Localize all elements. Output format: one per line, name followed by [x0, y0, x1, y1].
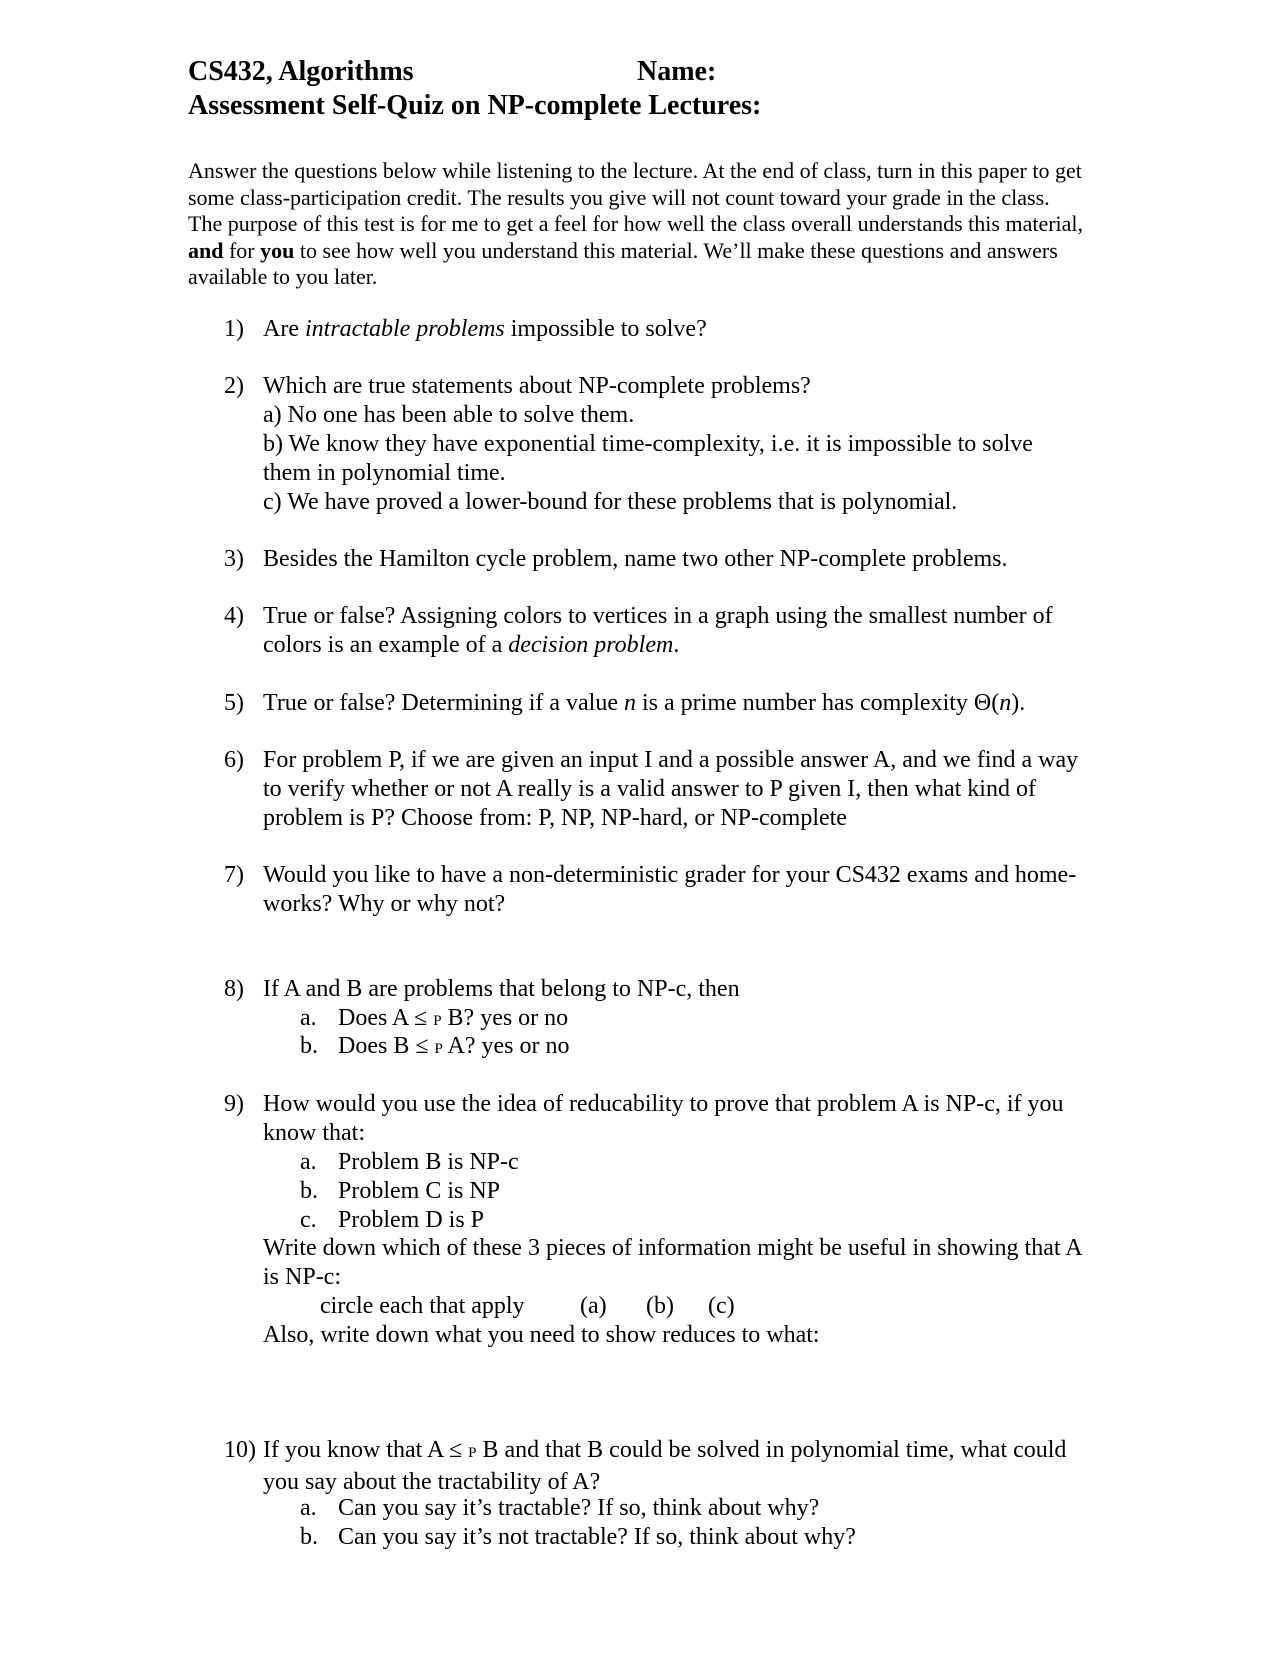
q4-pre: True or false? Assigning colors to vertices in a graph using the smallest number of colors is an example of a — [263, 603, 1053, 658]
circle-option-b[interactable]: (b) — [646, 1293, 674, 1319]
intro-you: you — [260, 237, 295, 263]
also-instruction: Also, write down what you need to show reduces to what: — [263, 1322, 820, 1348]
question-text: How would you use the idea of reducability to prove that problem A is NP-c, if you know that: — [263, 1091, 1064, 1146]
sub-item-a: Problem B is NP-c — [338, 1149, 519, 1175]
sub-label-c: c. — [300, 1207, 317, 1233]
sub-label-b: b. — [300, 1033, 318, 1059]
q8a-post: B? yes or no — [447, 1005, 569, 1031]
q1-pre: Are — [263, 316, 299, 342]
question-number: 9) — [224, 1091, 244, 1117]
q4-emphasis: decision problem — [508, 632, 674, 658]
q5-var2: n — [999, 690, 1012, 716]
q8b-sub: P — [434, 1041, 443, 1057]
question-text: Besides the Hamilton cycle problem, name two other NP-complete problems. — [263, 546, 1008, 572]
question-number: 4) — [224, 603, 244, 629]
question-number: 5) — [224, 690, 244, 716]
quiz-title: Assessment Self-Quiz on NP-complete Lectures: — [188, 90, 762, 121]
question-number: 7) — [224, 862, 244, 888]
sub-item-b: Problem C is NP — [338, 1178, 501, 1204]
q8b-post: A? yes or no — [447, 1033, 570, 1059]
q8a-sub: P — [433, 1013, 442, 1029]
question-number: 8) — [224, 976, 244, 1002]
question-number: 1) — [224, 316, 244, 342]
q1-emphasis: intractable problems — [304, 316, 505, 342]
header-line — [188, 56, 717, 88]
q5-post: ). — [1011, 690, 1026, 716]
course-title: CS432, Algorithms — [188, 56, 414, 87]
circle-instruction: circle each that apply — [320, 1293, 525, 1319]
sub-item-c: Problem D is P — [338, 1207, 485, 1233]
question-number: 2) — [224, 373, 244, 399]
name-label: Name: — [637, 56, 717, 87]
sub-label-a: a. — [300, 1495, 317, 1521]
q10-post: B and that B could be solved in polynomial time, what could you say about the tractability of A? — [263, 1437, 1067, 1495]
intro-text-1: Answer the questions below while listening to the lecture. At the end of class, turn in this paper to get some class-participation credit. The results you give will not count toward your grade in the class. The purpose of this test is for me to get a feel for how well the class overall understands this material, — [188, 158, 1084, 236]
sub-label-a: a. — [300, 1149, 317, 1175]
question-text: For problem P, if we are given an input I and a possible answer A, and we find a way to verify whether or not A really is a valid answer to P given I, then what kind of problem is P? Choose from: P, NP, NP-hard, or NP-complete — [263, 747, 1079, 831]
sub-item-b — [338, 1032, 570, 1064]
q10-sub: P — [468, 1445, 477, 1461]
q5-pre: True or false? Determining if a value — [263, 690, 618, 716]
question-text — [263, 1436, 1083, 1497]
question-text: If A and B are problems that belong to NP-c, then — [263, 976, 740, 1002]
q4-post: . — [673, 632, 680, 658]
q8a-pre: Does A ≤ — [338, 1005, 428, 1031]
sub-label-b: b. — [300, 1524, 318, 1550]
intro-paragraph — [188, 158, 1088, 291]
question-text — [263, 315, 1083, 344]
intro-and: and — [188, 237, 224, 263]
intro-for: for — [228, 237, 255, 263]
write-instruction: Write down which of these 3 pieces of information might be useful in showing that A is NP-c: — [263, 1235, 1082, 1290]
option-c: c) We have proved a lower-bound for these problems that is polynomial. — [263, 489, 958, 515]
q5-mid: is a prime number has complexity Θ( — [642, 690, 1000, 716]
sub-item-a: Can you say it’s tractable? If so, think about why? — [338, 1495, 820, 1521]
sub-item-b: Can you say it’s not tractable? If so, think about why? — [338, 1524, 856, 1550]
option-b: b) We know they have exponential time-complexity, i.e. it is impossible to solve them in polynomial time. — [263, 431, 1033, 486]
sub-label-a: a. — [300, 1005, 317, 1031]
circle-option-c[interactable]: (c) — [708, 1293, 735, 1319]
question-text — [263, 602, 1083, 660]
option-a: a) No one has been able to solve them. — [263, 402, 635, 428]
question-number: 6) — [224, 747, 244, 773]
q10-pre: If you know that A ≤ — [263, 1437, 463, 1463]
question-text — [263, 689, 1083, 718]
sub-label-b: b. — [300, 1178, 318, 1204]
question-text: Which are true statements about NP-complete problems? — [263, 373, 811, 399]
q1-post: impossible to solve? — [510, 316, 707, 342]
intro-text-2: to see how well you understand this material. We’ll make these questions and answers available to you later. — [188, 237, 1058, 289]
q8b-pre: Does B ≤ — [338, 1033, 429, 1059]
q5-var: n — [624, 690, 636, 716]
question-number: 3) — [224, 546, 244, 572]
question-text: Would you like to have a non-deterministic grader for your CS432 exams and home-works? Why or why not? — [263, 862, 1077, 917]
question-number: 10) — [224, 1437, 256, 1463]
circle-option-a[interactable]: (a) — [580, 1293, 607, 1319]
